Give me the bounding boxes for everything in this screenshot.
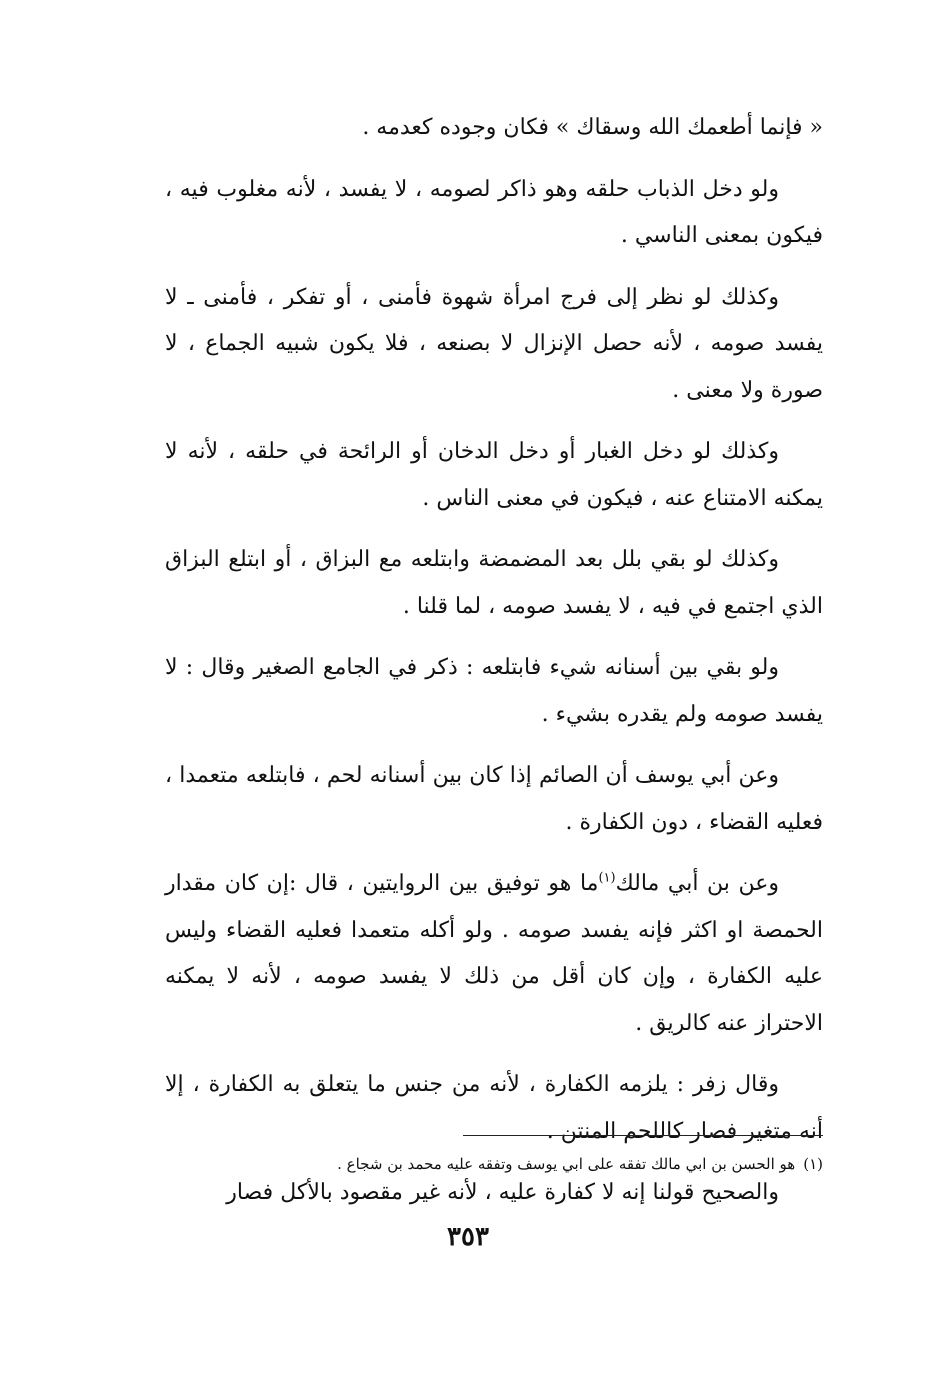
paragraph-8-start: وعن بن أبي مالك [615,871,779,896]
footnote-text: هو الحسن بن ابي مالك تفقه على ابي يوسف وتفقه عليه محمد بن شجاع . [337,1155,796,1173]
page-number: ٣٥٣ [447,1222,489,1252]
main-text [165,105,823,1232]
paragraph-8 [165,861,823,1047]
paragraph-9: وقال زفر : يلزمه الكفارة ، لأنه من جنس ما يتعلق به الكفارة ، إلا أنه متغير فصار كاللحم المنتن . [165,1072,823,1144]
paragraph-10: والصحيح قولنا إنه لا كفارة عليه ، لأنه غير مقصود بالأكل فصار [226,1180,779,1205]
paragraph-8-rest: ما هو توفيق بين الروايتين ، قال :إن كان مقدار الحمصة او اكثر فإنه يفسد صومه . ولو أكله متعمدا فعليه القضاء وليس عليه الكفارة ، وإن كان أقل من ذلك لا يفسد صومه ، لأنه لا يمكنه الاحتراز عنه كالريق . [165,871,823,1036]
paragraph-3: وكذلك لو نظر إلى فرج امرأة شهوة فأمنى ، أو تفكر ، فأمنى ـ لا يفسد صومه ، لأنه حصل الإنزال لا بصنعه ، فلا يكون شبيه الجماع ، لا صورة ولا معنى . [165,284,823,403]
paragraph-6: ولو بقي بين أسنانه شيء فابتلعه : ذكر في الجامع الصغير وقال : لا يفسد صومه ولم يقدره بشيء . [165,655,823,727]
footnote-marker: (١) [598,870,616,886]
paragraph-5: وكذلك لو بقي بلل بعد المضمضة وابتلعه مع البزاق ، أو ابتلع البزاق الذي اجتمع في فيه ، لا يفسد صومه ، لما قلنا . [165,547,823,619]
footnote-number: (١) [803,1155,823,1173]
footnote [165,1150,823,1178]
paragraph-7: وعن أبي يوسف أن الصائم إذا كان بين أسنانه لحم ، فابتلعه متعمدا ، فعليه القضاء ، دون الكفارة . [165,763,823,835]
paragraph-2: ولو دخل الذباب حلقه وهو ذاكر لصومه ، لا يفسد ، لأنه مغلوب فيه ، فيكون بمعنى الناسي . [165,176,823,248]
footnote-divider [463,1135,823,1136]
paragraph-4: وكذلك لو دخل الغبار أو دخل الدخان أو الرائحة في حلقه ، لأنه لا يمكنه الامتناع عنه ، فيكون في معنى الناس . [165,439,823,511]
paragraph-1: « فإنما أطعمك الله وسقاك » فكان وجوده كعدمه . [362,115,823,140]
